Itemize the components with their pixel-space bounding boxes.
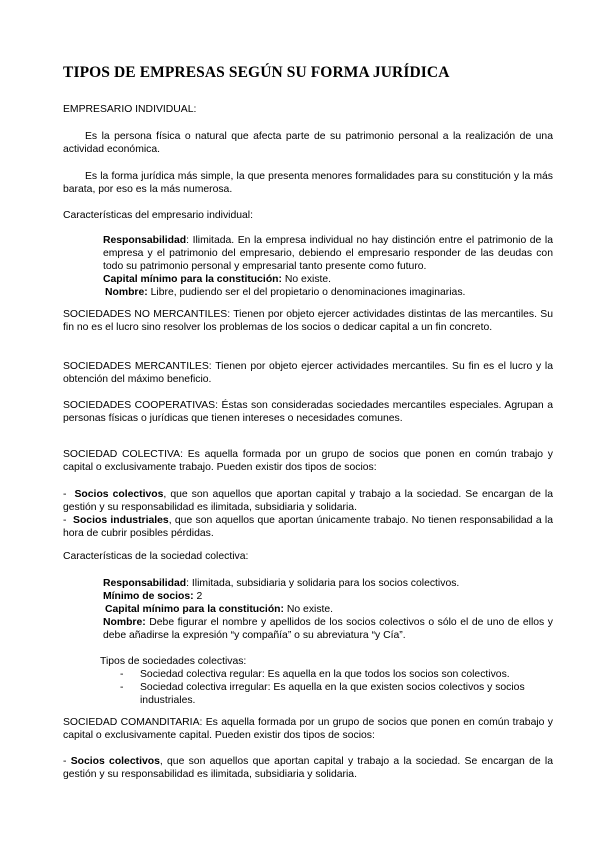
label: Responsabilidad	[103, 578, 187, 589]
label: Capital mínimo para la constitución:	[103, 274, 282, 285]
label: Mínimo de socios:	[103, 591, 194, 602]
label: Capital mínimo para la constitución:	[105, 604, 284, 615]
label: Responsabilidad	[103, 235, 187, 246]
value: 2	[193, 591, 203, 602]
empresario-capital-minimo	[103, 273, 553, 286]
sociedades-mercantiles: SOCIEDADES MERCANTILES: Tienen por objeto ejercer actividades mercantiles. Su fin es el lucro y la obtención del máximo beneficio.	[63, 361, 553, 385]
value: : Ilimitada, subsidiaria y solidaria para los socios colectivos.	[186, 578, 460, 589]
socios-colectivos-item	[63, 488, 553, 514]
value: , que son aquellos que aportan únicamente trabajo. No tienen responsabilidad a la hora de cubrir posibles pérdidas.	[63, 515, 554, 539]
colectiva-responsabilidad	[103, 577, 553, 590]
label: Socios industriales	[73, 515, 169, 526]
dash: -	[63, 756, 71, 767]
label: Socios colectivos	[74, 489, 164, 500]
empresario-heading: EMPRESARIO INDIVIDUAL:	[63, 104, 197, 115]
document-title: TIPOS DE EMPRESAS SEGÚN SU FORMA JURÍDICA	[63, 64, 450, 81]
tipo-colectiva-irregular	[120, 681, 560, 707]
label: Nombre:	[105, 287, 148, 298]
text: Sociedad colectiva irregular: Es aquella en la que existen socios colectivos y socios industriales.	[140, 682, 525, 706]
empresario-responsabilidad	[103, 234, 553, 273]
sociedades-no-mercantiles: SOCIEDADES NO MERCANTILES: Tienen por objeto ejercer actividades distintas de las mercantiles. Su fin no es el lucro sino resolver los problemas de los socios o dedicar capital a un fin concreto.	[63, 309, 553, 333]
dash: -	[63, 515, 74, 526]
tipo-colectiva-regular	[120, 668, 560, 681]
empresario-nombre	[103, 286, 553, 299]
empresario-caracteristicas	[103, 234, 553, 299]
label: Nombre:	[103, 617, 146, 628]
empresario-caracteristicas-heading: Características del empresario individual:	[63, 210, 253, 221]
value: Libre, pudiendo ser el del propietario o denominaciones imaginarias.	[147, 287, 466, 298]
colectiva-capital-minimo	[103, 603, 553, 616]
value: : Ilimitada. En la empresa individual no hay distinción entre el patrimonio de la empresa y el patrimonio del empresario, debiendo el empresario responder de las deudas con todo su patrimonio personal y empresarial tanto presente como futuro.	[103, 235, 553, 272]
dash: -	[120, 669, 124, 680]
value: , que son aquellos que aportan capital y trabajo a la sociedad. Se encargan de la gestión y su responsabilidad es ilimitada, subsidiaria y solidaria.	[63, 489, 554, 513]
value: No existe.	[283, 604, 334, 615]
sociedad-colectiva-socios	[63, 488, 553, 540]
label: Socios colectivos	[70, 756, 160, 767]
empresario-definition: Es la persona física o natural que afecta parte de su patrimonio personal a la realización de una actividad económica.	[63, 131, 553, 155]
value: , que son aquellos que aportan capital y trabajo a la sociedad. Se encargan de la gestión y su responsabilidad es ilimitada, subsidiaria y solidaria.	[63, 756, 553, 780]
sociedad-colectiva-intro: SOCIEDAD COLECTIVA: Es aquella formada por un grupo de socios que ponen en común trabajo y capital o exclusivamente trabajo. Pueden existir dos tipos de socios:	[63, 449, 553, 473]
dash: -	[120, 682, 124, 693]
text: Sociedad colectiva regular: Es aquella en la que todos los socios son colectivos.	[140, 669, 510, 680]
colectiva-minimo-socios	[103, 590, 553, 603]
sociedad-comanditaria-intro: SOCIEDAD COMANDITARIA: Es aquella formada por un grupo de socios que ponen en común trabajo y capital o exclusivamente capital. Pueden existir dos tipos de socios:	[63, 717, 553, 741]
sociedades-cooperativas: SOCIEDADES COOPERATIVAS: Éstas son consideradas sociedades mercantiles especiales. Agrupan a personas físicas o jurídicas que tienen intereses o necesidades comunes.	[63, 400, 553, 424]
value: No existe.	[281, 274, 332, 285]
tipos-colectivas-heading: Tipos de sociedades colectivas:	[100, 656, 247, 667]
comanditaria-socios-colectivos	[63, 755, 553, 781]
value: Debe figurar el nombre y apellidos de los socios colectivos o sólo el de uno de ellos y debe añadirse la expresión “y compañía” o su abreviatura “y Cía”.	[103, 617, 553, 641]
colectiva-nombre	[103, 616, 553, 642]
empresario-forma-juridica: Es la forma jurídica más simple, la que presenta menores formalidades para su constitución y la más barata, por eso es la más numerosa.	[63, 171, 553, 195]
colectiva-caracteristicas	[103, 577, 553, 642]
colectiva-caracteristicas-heading: Características de la sociedad colectiva:	[63, 551, 249, 562]
socios-industriales-item	[63, 514, 553, 540]
dash: -	[63, 489, 75, 500]
